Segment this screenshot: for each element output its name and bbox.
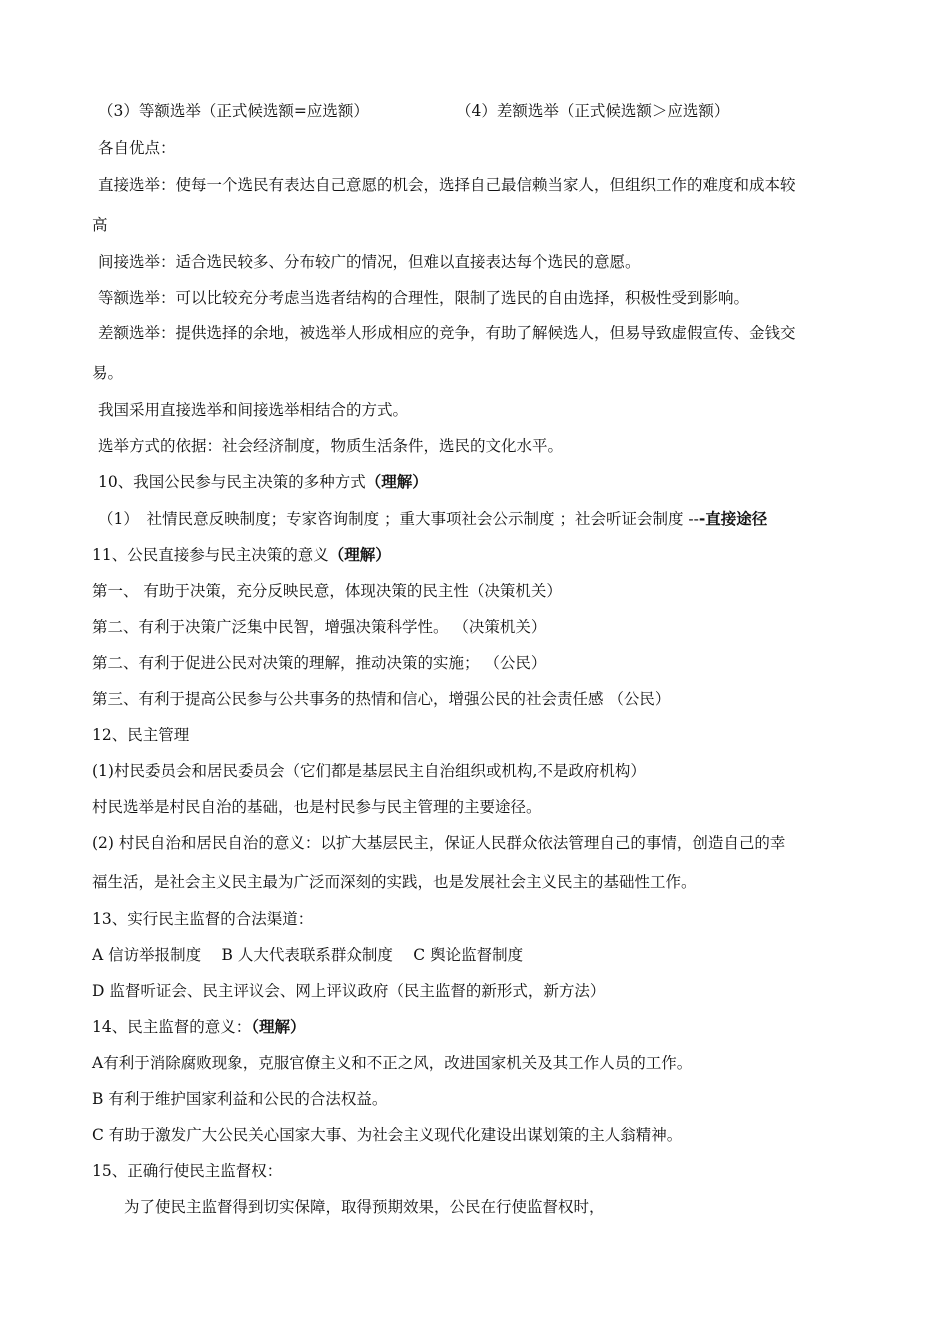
section-heading-11 [92, 545, 391, 565]
text-line: 高 [92, 216, 108, 234]
text-line: A有利于消除腐败现象，克服官僚主义和不正之风，改进国家机关及其工作人员的工作。 [92, 1054, 693, 1072]
heading-text: 10、我国公民参与民主决策的多种方式 [98, 473, 366, 491]
text-line: 村民选举是村民自治的基础，也是村民参与民主管理的主要途径。 [92, 798, 542, 816]
text-line: 选举方式的依据：社会经济制度，物质生活条件，选民的文化水平。 [98, 437, 564, 455]
heading-text: 11、公民直接参与民主决策的意义 [92, 546, 329, 564]
text-line: 福生活，是社会主义民主最为广泛而深刻的实践，也是发展社会主义民主的基础性工作。 [92, 873, 697, 891]
text-segment: （1） 社情民意反映制度；专家咨询制度 ；重大事项社会公示制度 ；社会听证会制度 -- [98, 510, 699, 528]
heading-tag: （理解） [365, 473, 428, 491]
text-line: 差额选举：提供选择的余地，被选举人形成相应的竞争，有助了解候选人，但易导致虚假宣传、金钱交 [98, 324, 796, 342]
heading-text: 14、民主监督的意义： [92, 1018, 252, 1036]
text-line [98, 509, 767, 529]
text-line: 等额选举：可以比较充分考虑当选者结构的合理性，限制了选民的自由选择，积极性受到影响。 [98, 289, 750, 307]
text-line: 第二、有利于促进公民对决策的理解，推动决策的实施； （公民） [92, 654, 547, 672]
text-line [456, 101, 729, 121]
heading-tag: （理解） [251, 1018, 306, 1036]
section-heading-15: 15、正确行使民主监督权： [92, 1162, 283, 1180]
heading-tag: （理解） [328, 546, 391, 564]
text-line: 间接选举：适合选民较多、分布较广的情况，但难以直接表达每个选民的意愿。 [98, 253, 641, 271]
section-heading-10 [98, 472, 428, 492]
text-line: 我国采用直接选举和间接选举相结合的方式。 [98, 401, 409, 419]
section-heading-12: 12、民主管理 [92, 726, 190, 744]
text-line: B 有利于维护国家利益和公民的合法权益。 [92, 1090, 388, 1108]
text-emphasis: -直接途径 [698, 510, 768, 528]
section-heading-14 [92, 1017, 306, 1037]
text-segment: （3）等额选举（正式候选额=应选额） [98, 102, 369, 120]
text-line: 为了使民主监督得到切实保障，取得预期效果，公民在行使监督权时， [124, 1198, 605, 1216]
text-line: 各自优点： [98, 139, 176, 157]
text-line: 第一、 有助于决策，充分反映民意，体现决策的民主性（决策机关） [92, 582, 562, 600]
text-line: A 信访举报制度 B 人大代表联系群众制度 C 舆论监督制度 [92, 946, 524, 964]
text-line [98, 101, 369, 121]
text-line: 直接选举：使每一个选民有表达自己意愿的机会，选择自己最信赖当家人，但组织工作的难度和成本较 [98, 176, 796, 194]
section-heading-13: 13、实行民主监督的合法渠道： [92, 910, 314, 928]
text-segment: （4）差额选举（正式候选额＞应选额） [456, 102, 730, 120]
text-line: C 有助于激发广大公民关心国家大事、为社会主义现代化建设出谋划策的主人翁精神。 [92, 1126, 683, 1144]
text-line: 第三、有利于提高公民参与公共事务的热情和信心，增强公民的社会责任感 （公民） [92, 690, 671, 708]
text-line: (2) 村民自治和居民自治的意义：以扩大基层民主，保证人民群众依法管理自己的事情，创造自己的幸 [92, 834, 786, 852]
text-line: D 监督听证会、民主评议会、网上评议政府（民主监督的新形式，新方法） [92, 982, 606, 1000]
text-line: 易。 [92, 364, 124, 382]
text-line: (1)村民委员会和居民委员会（它们都是基层民主自治组织或机构,不是政府机构） [92, 762, 646, 780]
text-line: 第二、有利于决策广泛集中民智，增强决策科学性。 （决策机关） [92, 618, 547, 636]
